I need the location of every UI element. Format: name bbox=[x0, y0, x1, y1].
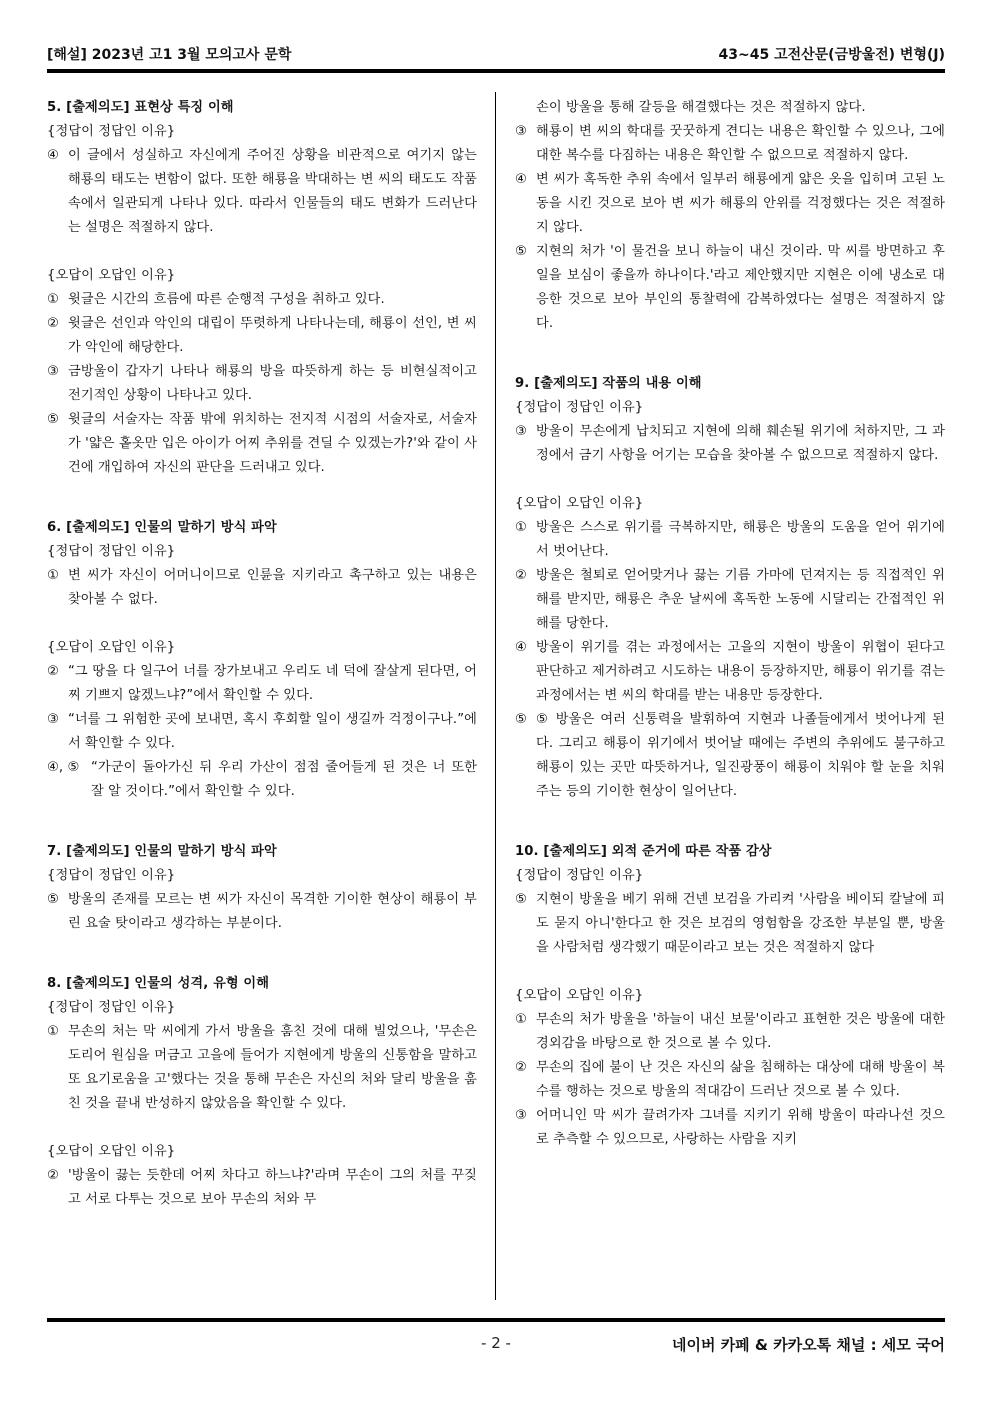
correct-label: {정답이 정답인 이유} bbox=[47, 124, 176, 139]
answer-item: ④ 방울이 위기를 겪는 과정에서는 고을의 지현이 방울이 위협이 된다고 판단하고 제거하려고 시도하는 내용이 등장하지만, 해룡이 위기를 겪는 과정에서는 변 씨의 학대를 받는 내용만 등장한다. bbox=[515, 640, 945, 703]
answer-item: ⑤ ⑤ 방울은 여러 신통력을 발휘하여 지현과 나졸들에게서 벗어나게 된다. 그리고 해룡이 위기에서 벗어날 때에는 주변의 추위에도 불구하고 해룡이 있는 곳만 따뜻하거나, 일진광풍이 해룡이 치워야 할 눈을 치워 주는 등의 기이한 현상이 일어난다. bbox=[515, 712, 945, 799]
correct-label: {정답이 정답인 이유} bbox=[515, 400, 644, 415]
left-column bbox=[47, 96, 477, 1212]
question-title: 5. [출제의도] 표현상 특징 이해 bbox=[47, 100, 234, 115]
answer-item: ③ “너를 그 위험한 곳에 보내면, 혹시 후회할 일이 생길까 걱정이구나.”에서 확인할 수 있다. bbox=[47, 712, 477, 751]
question-5 bbox=[47, 96, 477, 480]
correct-label: {정답이 정답인 이유} bbox=[47, 544, 176, 559]
header-rule bbox=[47, 69, 945, 73]
question-8 bbox=[47, 972, 477, 1212]
wrong-label: {오답이 오답인 이유} bbox=[515, 988, 644, 1003]
right-column bbox=[515, 96, 945, 1152]
answer-item: ③ 금방울이 갑자기 나타나 해룡의 방을 따뜻하게 하는 등 비현실적이고 전기적인 상황이 나타나고 있다. bbox=[47, 364, 477, 403]
answer-item: ⑤ 방울의 존재를 모르는 변 씨가 자신이 목격한 기이한 현상이 해룡이 부린 요술 탓이라고 생각하는 부분이다. bbox=[47, 892, 477, 931]
answer-item: ④ 변 씨가 혹독한 추위 속에서 일부러 해룡에게 얇은 옷을 입히며 고된 노동을 시킨 것으로 보아 변 씨가 해룡의 안위를 걱정했다는 것은 적절하지 않다. bbox=[515, 172, 945, 235]
question-title: 8. [출제의도] 인물의 성격, 유형 이해 bbox=[47, 976, 270, 991]
answer-item: ④, ⑤ “가군이 돌아가신 뒤 우리 가산이 점점 줄어들게 된 것은 너 또한 잘 알 것이다.”에서 확인할 수 있다. bbox=[47, 760, 477, 799]
correct-label: {정답이 정답인 이유} bbox=[47, 868, 176, 883]
correct-label: {정답이 정답인 이유} bbox=[47, 1000, 176, 1015]
answer-item: ③ 어머니인 막 씨가 끌려가자 그녀를 지키기 위해 방울이 따라나선 것으로 추측할 수 있으므로, 사랑하는 사람을 지키 bbox=[515, 1108, 945, 1147]
answer-item: ① 무손의 처는 막 씨에게 가서 방울을 훔친 것에 대해 빌었으나, '무손은 도리어 원심을 머금고 고을에 들어가 지현에게 방울의 신통함을 말하고 또 요기로움을 고'했다는 것을 통해 무손은 자신의 처와 달리 방울을 훔친 것을 끝내 반성하지 않았음을 확인할 수 있다. bbox=[47, 1024, 477, 1111]
header-title: [해설] 2023년 고1 3월 모의고사 문학 bbox=[47, 47, 292, 63]
question-10 bbox=[515, 840, 945, 1152]
question-title: 6. [출제의도] 인물의 말하기 방식 파악 bbox=[47, 520, 277, 535]
column-divider bbox=[495, 92, 496, 1300]
footer-rule bbox=[47, 1318, 945, 1322]
page-header bbox=[47, 42, 945, 66]
answer-item: ② 윗글은 선인과 악인의 대립이 뚜렷하게 나타나는데, 해룡이 선인, 변 씨가 악인에 해당한다. bbox=[47, 316, 477, 355]
answer-item: ③ 방울이 무손에게 납치되고 지현에 의해 훼손될 위기에 처하지만, 그 과정에서 금기 사항을 어기는 모습을 찾아볼 수 없으므로 적절하지 않다. bbox=[515, 424, 945, 463]
footer-channel: 네이버 카페 & 카카오톡 채널 : 세모 국어 bbox=[672, 1336, 945, 1354]
answer-item-continued: 손이 방울을 통해 갈등을 해결했다는 것은 적절하지 않다. bbox=[536, 100, 866, 115]
question-6 bbox=[47, 516, 477, 804]
question-8-continued bbox=[515, 96, 945, 336]
wrong-label: {오답이 오답인 이유} bbox=[47, 1144, 176, 1159]
answer-item: ④ 이 글에서 성실하고 자신에게 주어진 상황을 비관적으로 여기지 않는 해룡의 태도는 변함이 없다. 또한 해룡을 박대하는 변 씨의 태도도 작품 속에서 일관되게 나타나 있다. 따라서 인물들의 태도 변화가 드러난다는 설명은 적절하지 않다. bbox=[47, 148, 477, 235]
answer-item: ① 방울은 스스로 위기를 극복하지만, 해룡은 방울의 도움을 얻어 위기에서 벗어난다. bbox=[515, 520, 945, 559]
question-title: 10. [출제의도] 외적 준거에 따른 작품 감상 bbox=[515, 844, 772, 859]
answer-item: ② 무손의 집에 불이 난 것은 자신의 삶을 침해하는 대상에 대해 방울이 복수를 행하는 것으로 방울의 적대감이 드러난 것으로 볼 수 있다. bbox=[515, 1060, 945, 1099]
answer-item: ⑤ 지현의 처가 '이 물건을 보니 하늘이 내신 것이라. 막 씨를 방면하고 후일을 보심이 좋을까 하나이다.'라고 제안했지만 지현은 이에 냉소로 대응한 것으로 보아 부인의 통찰력에 감복하였다는 설명은 적절하지 않다. bbox=[515, 244, 945, 331]
answer-item: ② '방울이 끓는 듯한데 어찌 차다고 하느냐?'라며 무손이 그의 처를 꾸짖고 서로 다투는 것으로 보아 무손의 처와 무 bbox=[47, 1168, 477, 1207]
wrong-label: {오답이 오답인 이유} bbox=[515, 496, 644, 511]
question-title: 7. [출제의도] 인물의 말하기 방식 파악 bbox=[47, 844, 277, 859]
correct-label: {정답이 정답인 이유} bbox=[515, 868, 644, 883]
answer-item: ① 윗글은 시간의 흐름에 따른 순행적 구성을 취하고 있다. bbox=[47, 292, 385, 307]
answer-item: ① 변 씨가 자신이 어머니이므로 인륜을 지키라고 촉구하고 있는 내용은 찾아볼 수 없다. bbox=[47, 568, 477, 607]
wrong-label: {오답이 오답인 이유} bbox=[47, 268, 176, 283]
answer-item: ② 방울은 철퇴로 얻어맞거나 끓는 기름 가마에 던져지는 등 직접적인 위해를 받지만, 해룡은 추운 날씨에 혹독한 노동에 시달리는 간접적인 위해를 당한다. bbox=[515, 568, 945, 631]
page-number: - 2 - bbox=[481, 1334, 511, 1352]
wrong-label: {오답이 오답인 이유} bbox=[47, 640, 176, 655]
question-title: 9. [출제의도] 작품의 내용 이해 bbox=[515, 376, 702, 391]
question-7 bbox=[47, 840, 477, 936]
answer-item: ③ 해룡이 변 씨의 학대를 꿋꿋하게 견디는 내용은 확인할 수 있으나, 그에 대한 복수를 다짐하는 내용은 확인할 수 없으므로 적절하지 않다. bbox=[515, 124, 945, 163]
answer-item: ② “그 땅을 다 일구어 너를 장가보내고 우리도 네 덕에 잘살게 된다면, 어찌 기쁘지 않겠느냐?”에서 확인할 수 있다. bbox=[47, 664, 477, 703]
answer-item: ① 무손의 처가 방울을 '하늘이 내신 보물'이라고 표현한 것은 방울에 대한 경외감을 바탕으로 한 것으로 볼 수 있다. bbox=[515, 1012, 945, 1051]
question-9 bbox=[515, 372, 945, 804]
answer-item: ⑤ 지현이 방울을 베기 위해 건넨 보검을 가리켜 '사람을 베이되 칼날에 피도 묻지 아니'한다고 한 것은 보검의 영험함을 강조한 부분일 뿐, 방울을 사람처럼 생각했기 때문이라고 보는 것은 적절하지 않다 bbox=[515, 892, 945, 955]
answer-item: ⑤ 윗글의 서술자는 작품 밖에 위치하는 전지적 시점의 서술자로, 서술자가 '얇은 홑옷만 입은 아이가 어찌 추위를 견딜 수 있겠는가?'와 같이 사건에 개입하여 자신의 판단을 드러내고 있다. bbox=[47, 412, 477, 475]
header-section: 43~45 고전산문(금방울전) 변형(J) bbox=[718, 47, 945, 63]
